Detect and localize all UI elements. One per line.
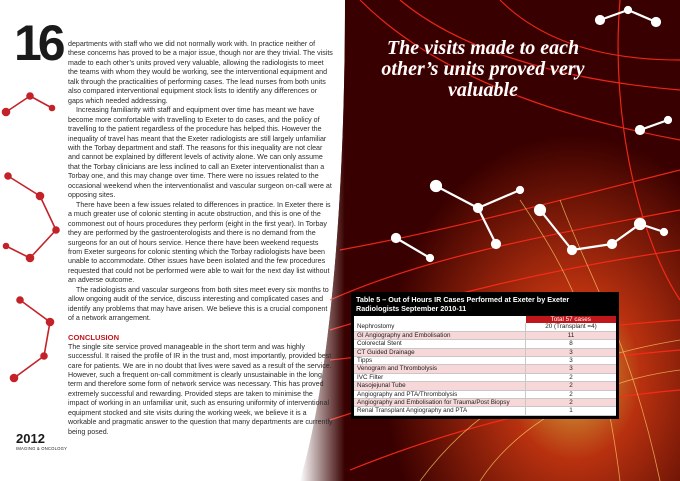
procedure-cell: Tipps bbox=[354, 357, 526, 365]
table-row bbox=[354, 323, 616, 331]
procedure-cell: GI Angiography and Embolisation bbox=[354, 331, 526, 339]
table-header-blank bbox=[354, 316, 526, 323]
issue-year: 2012 bbox=[16, 431, 45, 446]
table-row bbox=[354, 407, 616, 415]
table-row bbox=[354, 331, 616, 339]
cases-table bbox=[354, 316, 616, 416]
total-cell: 2 bbox=[526, 390, 617, 398]
total-cell: 3 bbox=[526, 357, 617, 365]
publication-caption: IMAGING & ONCOLOGY bbox=[16, 446, 68, 451]
table-row bbox=[354, 399, 616, 407]
total-cell: 20 (Transplant =4) bbox=[526, 323, 617, 331]
table-row bbox=[354, 382, 616, 390]
conclusion-paragraph: The single site service proved manageable in the short term and was highly successful. It raised the profile of IR in the trust and, most importantly, provided best care for patients. We are in no doubt that lives were saved as a result of the service. However, such a frequent on-call commitment is clearly unsustainable in the long term and therefore some form of network service was necessary. This has proved extremely successful and rewarding. Provided steps are taken to minimise the impact of working in an unfamiliar unit, such as ensuring uniformity of interventional equipment stocked and site visits during the working week, we believe it is a workable and pragmatic answer to the question that many departments are currently being posed. bbox=[68, 342, 333, 436]
total-cell: 8 bbox=[526, 340, 617, 348]
procedure-cell: Nasojejunal Tube bbox=[354, 382, 526, 390]
conclusion-heading: CONCLUSION bbox=[68, 332, 120, 342]
cases-table-panel bbox=[351, 292, 619, 419]
table-row bbox=[354, 373, 616, 381]
total-cell: 2 bbox=[526, 382, 617, 390]
total-cell: 3 bbox=[526, 365, 617, 373]
body-paragraph: Increasing familiarity with staff and equipment over time has meant we have become more comfortable with travelling to Exeter to do cases, and the policy of travelling to the patient regardless of the procedure has helped this. However the inequality of travel has meant that the Exeter radiologists are still largely unfamiliar with the Torbay department and staff. The reasons for this inequality are not clear and cannot be explained by different levels of activity alone. We can only assume that the Torbay clinicians are less inclined to call an Exeter interventionalist than a Torbay one, and this may change over time. There were no issues related to the occasional weekend when the interventionalist and vascular surgeon on-call were at opposing sites. bbox=[68, 106, 332, 200]
total-cell: 2 bbox=[526, 399, 617, 407]
table-row bbox=[354, 365, 616, 373]
total-cell: 3 bbox=[526, 348, 617, 356]
procedure-cell: CT Guided Drainage bbox=[354, 348, 526, 356]
table-title: Table 5 – Out of Hours IR Cases Performed at Exeter by Exeter Radiologists September 2010-11 bbox=[356, 295, 570, 313]
table-row bbox=[354, 348, 616, 356]
procedure-cell: Angiography and PTA/Thrombolysis bbox=[354, 390, 526, 398]
table-row bbox=[354, 340, 616, 348]
total-cell: 1 bbox=[526, 407, 617, 415]
pull-quote: The visits made to each other’s units proved very valuable bbox=[381, 37, 585, 101]
procedure-cell: IVC Filter bbox=[354, 373, 526, 381]
table-row bbox=[354, 357, 616, 365]
table-header-total: Total 57 cases bbox=[526, 316, 617, 323]
body-paragraph: departments with staff who we did not normally work with. In practice neither of these concerns has proved to be a major issue, though nor are they trivial. The visits made to each other’s units proved very valuable, allowing the radiologists to meet the teams with whom they would be working, see the interventional equipment and talk through the practicalities of performing cases. The lead nurses from both units also compared interventional equipment stock lists to identify any differences or gaps which needed addressing. bbox=[68, 40, 333, 105]
total-cell: 2 bbox=[526, 373, 617, 381]
procedure-cell: Venogram and Thrombolysis bbox=[354, 365, 526, 373]
table-row bbox=[354, 390, 616, 398]
table-header-row bbox=[354, 316, 616, 323]
procedure-cell: Renal Transplant Angiography and PTA bbox=[354, 407, 526, 415]
page-number: 16 bbox=[14, 15, 62, 71]
total-cell: 11 bbox=[526, 331, 617, 339]
procedure-cell: Nephrostomy bbox=[354, 323, 526, 331]
procedure-cell: Angiography and Embolisation for Trauma/Post Biopsy bbox=[354, 399, 526, 407]
body-paragraph: There have been a few issues related to differences in practice. In Exeter there is a much greater use of colonic stenting in acute obstruction, and this is one of the commonest out of hours procedures they perform (eight in the first year). In Torbay they are performed by the gastroenterologists and there is no demand from the surgeons for an out of hours service. Hence there have been weekend requests from Exeter surgeons for colonic stenting which the Torbay radiologists have been unable to accommodate. Other issues have been isolated and the few procedures requested that could not be performed were able to wait for the next day list without an adverse outcome. bbox=[68, 200, 331, 285]
body-paragraph: The radiologists and vascular surgeons from both sites meet every six months to allow ongoing audit of the service, discuss interesting and complicated cases and identify any problems that may have arisen. We believe this is a crucial component of a network arrangement. bbox=[68, 285, 329, 323]
procedure-cell: Colorectal Stent bbox=[354, 340, 526, 348]
article-body bbox=[68, 40, 334, 437]
